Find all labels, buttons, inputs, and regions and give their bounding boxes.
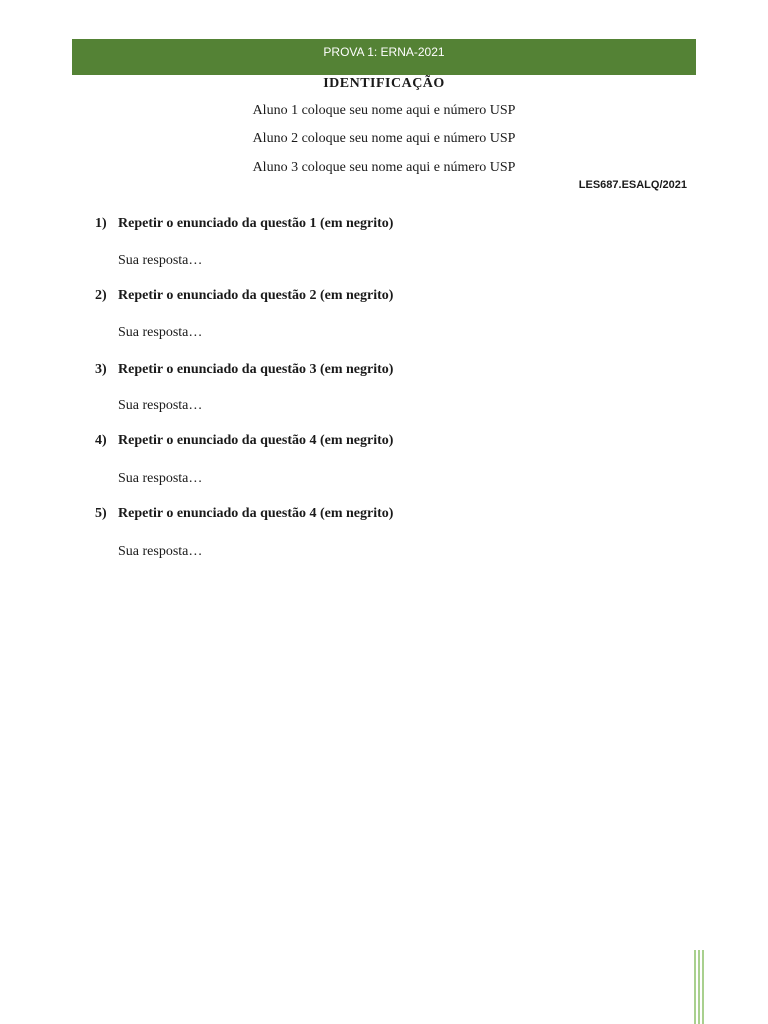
question-text: Repetir o enunciado da questão 4 (em negrito) <box>118 433 394 448</box>
exam-title-banner <box>72 39 696 75</box>
question-4 <box>95 433 393 449</box>
question-text: Repetir o enunciado da questão 3 (em negrito) <box>118 362 394 377</box>
question-number: 5) <box>95 506 107 521</box>
margin-line <box>702 950 704 1024</box>
question-5 <box>95 506 393 522</box>
question-3 <box>95 362 393 378</box>
exam-title: PROVA 1: ERNA-2021 <box>323 45 445 59</box>
question-text: Repetir o enunciado da questão 1 (em negrito) <box>118 216 394 231</box>
question-1 <box>95 216 393 232</box>
answer-1: Sua resposta… <box>118 253 203 268</box>
question-text: Repetir o enunciado da questão 4 (em negrito) <box>118 506 394 521</box>
answer-4: Sua resposta… <box>118 471 203 486</box>
page-margin-decoration <box>694 950 704 1024</box>
course-code: LES687.ESALQ/2021 <box>578 179 687 191</box>
answer-2: Sua resposta… <box>118 325 203 340</box>
student-line-3: Aluno 3 coloque seu nome aqui e número USP <box>252 160 516 175</box>
margin-line <box>698 950 700 1024</box>
question-2 <box>95 288 393 304</box>
student-line-2: Aluno 2 coloque seu nome aqui e número USP <box>252 131 516 146</box>
question-number: 2) <box>95 288 107 303</box>
answer-5: Sua resposta… <box>118 544 203 559</box>
question-number: 3) <box>95 362 107 377</box>
student-line-1: Aluno 1 coloque seu nome aqui e número USP <box>252 103 516 118</box>
question-text: Repetir o enunciado da questão 2 (em negrito) <box>118 288 394 303</box>
question-number: 1) <box>95 216 107 231</box>
identification-heading: IDENTIFICAÇÃO <box>323 76 445 91</box>
answer-3: Sua resposta… <box>118 398 203 413</box>
margin-line <box>694 950 696 1024</box>
question-number: 4) <box>95 433 107 448</box>
